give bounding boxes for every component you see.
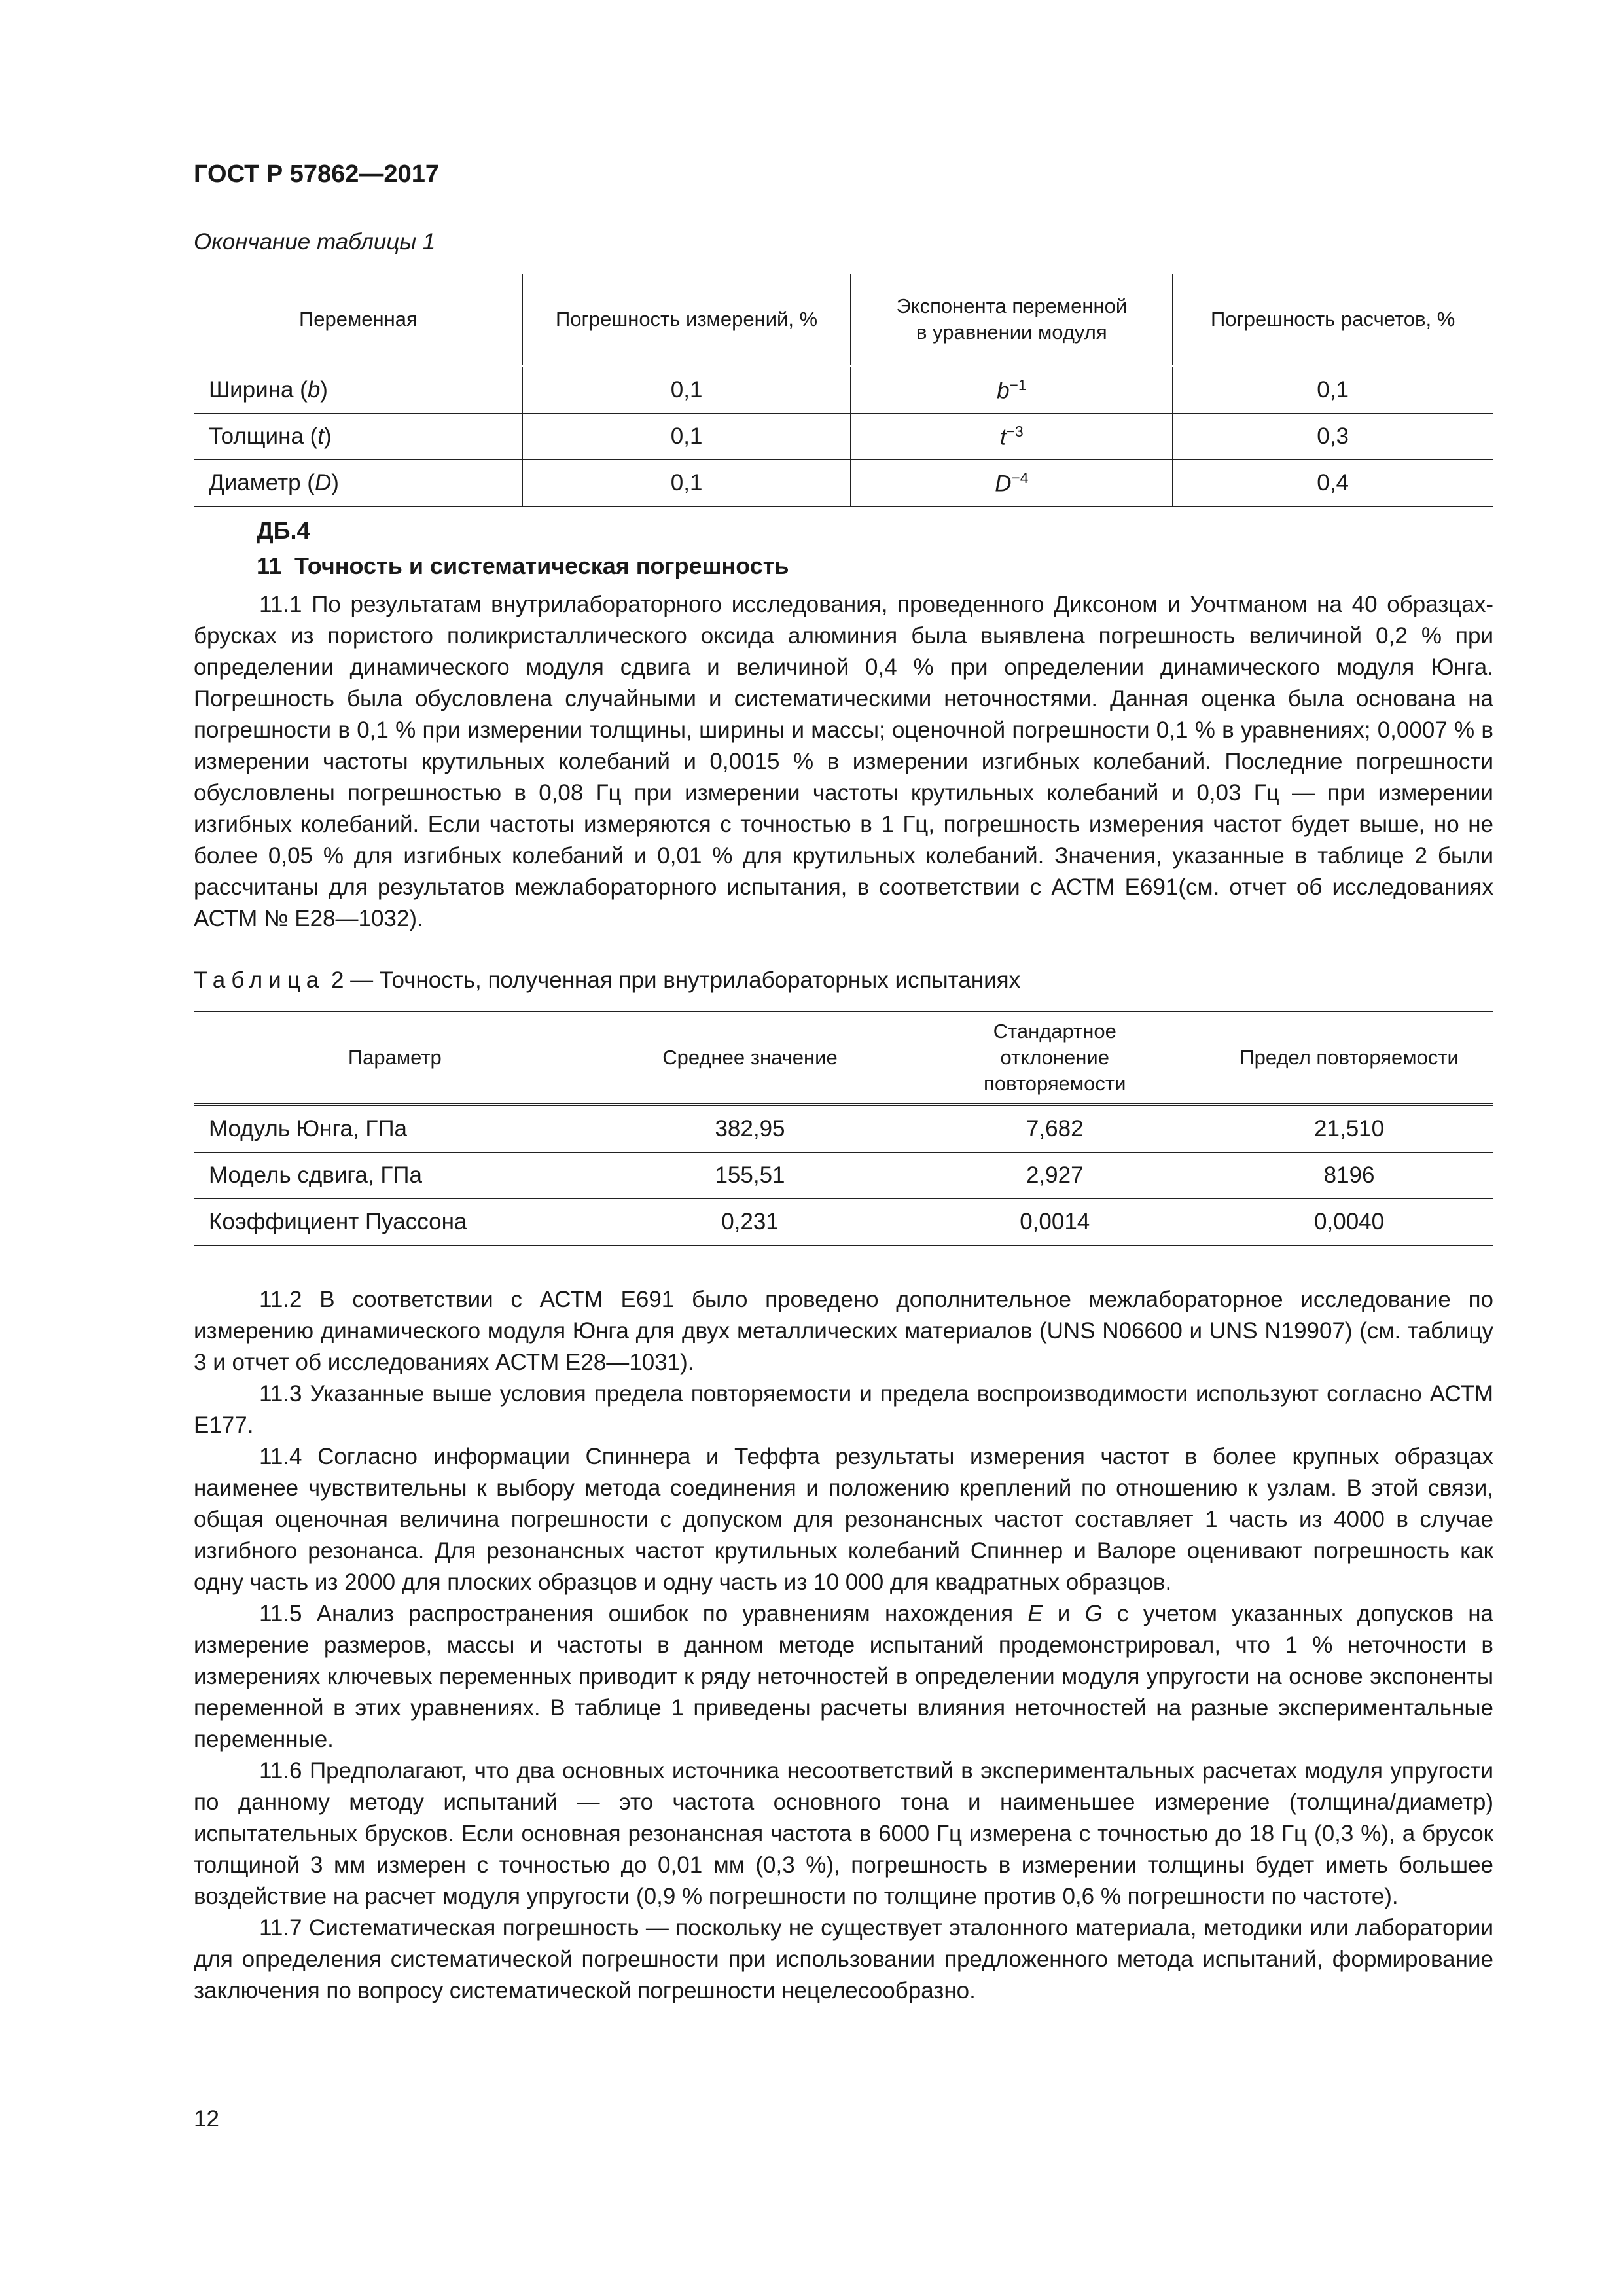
table-cell: Коэффициент Пуассона	[194, 1199, 596, 1246]
table-row	[194, 1105, 1493, 1153]
table1-header-cell: Экспонента переменной в уравнении модуля	[851, 274, 1173, 367]
body-text	[194, 1284, 1493, 2007]
table2-header-cell: Среднее значение	[596, 1012, 904, 1105]
table2-header-cell: Стандартное отклонение повторяемости	[904, 1012, 1205, 1105]
table1-header-cell: Погрешность измерений, %	[522, 274, 851, 367]
table-row	[194, 460, 1493, 507]
section-label: ДБ.4	[257, 517, 310, 544]
table2-caption: Таблица 2 — Точность, полученная при внутрилабораторных испытаниях	[194, 967, 1021, 993]
table1-header-cell: Погрешность расчетов, %	[1173, 274, 1493, 367]
table1-caption: Окончание таблицы 1	[194, 229, 436, 255]
table1-header-cell: Переменная	[194, 274, 523, 367]
paragraph-11-1: 11.1 По результатам внутрилабораторного исследования, проведенного Диксоном и Уочтманом на 40 образцах-брусках из пористого поликристаллического оксида алюминия была выявлена погрешность величиной 0,2 % при определении динамического модуля сдвига и величиной 0,4 % при определении динамического модуля Юнга. Погрешность была обусловлена случайными и систематическими неточностями. Данная оценка была основана на погрешности в 0,1 % при измерении толщины, ширины и массы; оценочной погрешности 0,1 % в уравнениях; 0,0007 % в измерении частоты крутильных колебаний и 0,0015 % в измерении изгибных колебаний. Последние погрешности обусловлены погрешностью в 0,08 Гц при измерении частоты крутильных колебаний и 0,03 Гц — при измерении изгибных колебаний. Если частоты измеряются с точностью в 1 Гц, погрешность измерения частот будет выше, но не более 0,05 % для изгибных колебаний и 0,01 % для крутильных колебаний. Значения, указанные в таблице 2 были рассчитаны для результатов межлабораторного испытания, в соответствии с АСТМ Е691(см. отчет об исследованиях АСТМ № Е28—1032).	[194, 592, 1493, 931]
paragraph-11-7: 11.7 Систематическая погрешность — поскольку не существует эталонного материала, методики или лаборатории для определения систематической погрешности при использовании предложенного метода испытаний, формирование заключения по вопросу систематической погрешности нецелесообразно.	[194, 1915, 1493, 2003]
table-cell: 0,231	[596, 1199, 904, 1246]
table-row	[194, 1153, 1493, 1199]
table-cell: 0,0040	[1205, 1199, 1493, 1246]
table2	[194, 1011, 1493, 1246]
table-cell: 8196	[1205, 1153, 1493, 1199]
table-cell: 21,510	[1205, 1105, 1493, 1153]
table-row	[194, 1199, 1493, 1246]
table-cell: Модуль Юнга, ГПа	[194, 1105, 596, 1153]
table-cell: 0,0014	[904, 1199, 1205, 1246]
table-cell: $D^{-4}$	[851, 460, 1173, 507]
paragraph-11-5: 11.5 Анализ распространения ошибок по уравнениям нахождения E и G с учетом указанных допусков на измерение размеров, массы и частоты в данном методе испытаний продемонстрировал, что 1 % неточности в измерениях ключевых переменных приводит к ряду неточностей в определении модуля упругости на основе экспоненты переменной в этих уравнениях. В таблице 1 приведены расчеты влияния неточностей на разные экспериментальные переменные.	[194, 1601, 1493, 1752]
table-cell: Модель сдвига, ГПа	[194, 1153, 596, 1199]
page-number: 12	[194, 2106, 219, 2132]
table1	[194, 274, 1493, 507]
table-cell: 155,51	[596, 1153, 904, 1199]
table-cell: 0,4	[1173, 460, 1493, 507]
section-heading: 11 Точность и систематическая погрешность	[257, 552, 789, 579]
table-row	[194, 414, 1493, 460]
table-cell: 0,3	[1173, 414, 1493, 460]
table-cell: Диаметр (D)	[194, 460, 523, 507]
table-cell: 0,1	[1173, 366, 1493, 414]
table-cell: 0,1	[522, 414, 851, 460]
table-cell: 7,682	[904, 1105, 1205, 1153]
table2-header-cell: Предел повторяемости	[1205, 1012, 1493, 1105]
document-title: ГОСТ Р 57862—2017	[194, 160, 439, 188]
table-cell: $b^{-1}$	[851, 366, 1173, 414]
table2-header-cell: Параметр	[194, 1012, 596, 1105]
table-cell: Ширина (b)	[194, 366, 523, 414]
table-cell: 0,1	[522, 460, 851, 507]
table-cell: 0,1	[522, 366, 851, 414]
table-cell: Толщина (t)	[194, 414, 523, 460]
table2-header-row	[194, 1012, 1493, 1105]
paragraph-11-3: 11.3 Указанные выше условия предела повторяемости и предела воспроизводимости используют согласно АСТМ Е177.	[194, 1381, 1493, 1438]
table1-header-row	[194, 274, 1493, 367]
table-row	[194, 366, 1493, 414]
table-cell: 382,95	[596, 1105, 904, 1153]
table-cell: 2,927	[904, 1153, 1205, 1199]
paragraph-11-2: 11.2 В соответствии с АСТМ Е691 было проведено дополнительное межлабораторное исследование по измерению динамического модуля Юнга для двух металлических материалов (UNS N06600 и UNS N19907) (см. таблицу 3 и отчет об исследованиях АСТМ Е28—1031).	[194, 1287, 1493, 1375]
table-cell: $t^{-3}$	[851, 414, 1173, 460]
paragraph-11-4: 11.4 Согласно информации Спиннера и Теффта результаты измерения частот в более крупных образцах наименее чувствительны к выбору метода соединения и положению креплений по отношению к узлам. В этой связи, общая оценочная величина погрешности с допуском для резонансных частот составляет 1 часть из 4000 в случае изгибного резонанса. Для резонансных частот крутильных колебаний Спиннер и Валоре оценивают погрешность как одну часть из 2000 для плоских образцов и одну часть из 10 000 для квадратных образцов.	[194, 1444, 1493, 1595]
paragraph-11-6: 11.6 Предполагают, что два основных источника несоответствий в экспериментальных расчетах модуля упругости по данному методу испытаний — это частота основного тона и наименьшее измерение (толщина/диаметр) испытательных брусков. Если основная резонансная частота в 6000 Гц измерена с точностью до 18 Гц (0,3 %), а брусок толщиной 3 мм измерен с точностью до 0,01 мм (0,3 %), погрешность в измерении толщины будет иметь большее воздействие на расчет модуля упругости (0,9 % погрешности по толщине против 0,6 % погрешности по частоте).	[194, 1758, 1493, 1909]
